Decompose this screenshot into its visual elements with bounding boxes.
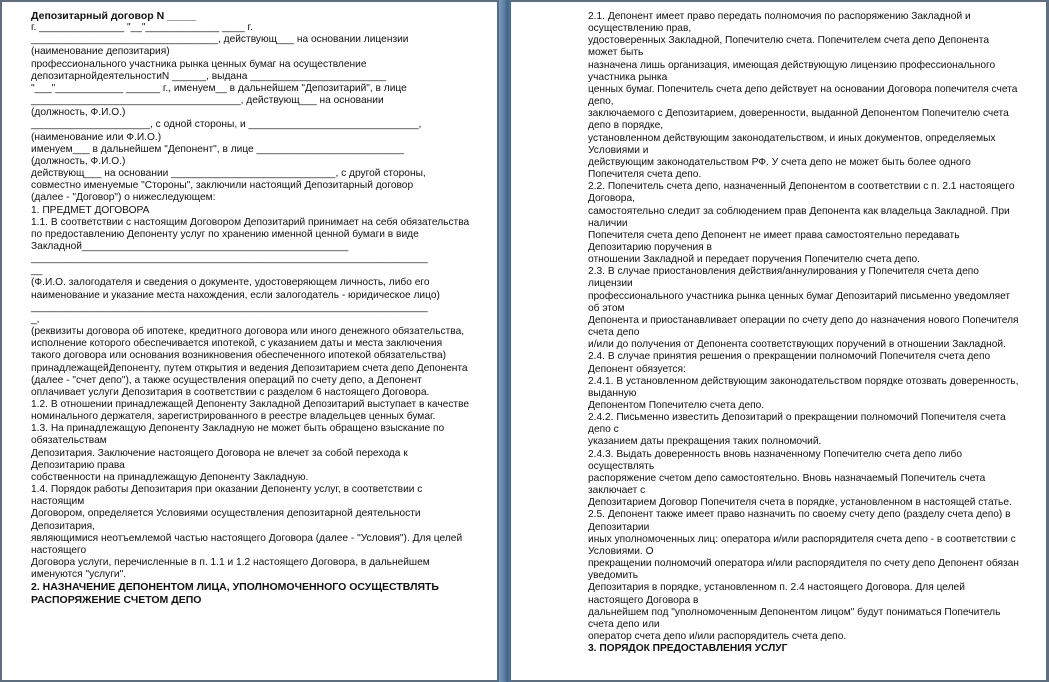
paragraph: отношении Закладной и передает поручения Попечителю счета депо. <box>588 254 920 266</box>
paragraph: Договора услуги, перечисленные в п. 1.1 и 1.2 настоящего Договора, в дальнейшем именуются "услуги". <box>31 557 430 581</box>
paragraph: 2.4.1. В установленном действующим законодательством порядке отозвать доверенность, выданную <box>588 375 1019 399</box>
paragraph: ______________________________________________________________________ <box>31 301 428 313</box>
paragraph: 2.4. В случае принятия решения о прекращении полномочий Попечителя счета депо Депонент обязуется: <box>588 351 991 375</box>
paragraph: 1.2. В отношении принадлежащей Депоненту Закладной Депозитарий выступает в качестве <box>31 399 470 410</box>
paragraph: удостоверенных Закладной, Попечителю счета. Попечителем счета депо Депонента может быть <box>588 35 989 59</box>
paragraph: являющимися неотъемлемой частью настоящего Договора (далее - "Условия"). Для целей настоящего <box>31 532 463 556</box>
paragraph: совместно именуемые "Стороны", заключили настоящий Депозитарный договор <box>31 180 414 192</box>
paragraph: (наименование или Ф.И.О.) <box>31 131 162 143</box>
paragraph: Депозитарием Договор Попечителя счета в порядке, установленном в настоящей статье. <box>588 497 1012 509</box>
paragraph: ценных бумаг. Попечитель счета депо действует на основании Договора попечителя счета депо, <box>588 83 1018 108</box>
paragraph: 1.3. На принадлежащую Депоненту Закладную не может быть обращено взыскание по обязательствам <box>31 423 445 447</box>
paragraph: 3. ПОРЯДОК ПРЕДОСТАВЛЕНИЯ УСЛУГ <box>588 643 788 655</box>
paragraph: Депонента и приостанавливает операции по счету депо до назначения нового Попечителя счета депо <box>588 314 1019 339</box>
paragraph: 1. ПРЕДМЕТ ДОГОВОРА <box>31 204 150 216</box>
paragraph: __ <box>31 265 43 277</box>
paragraph: Попечителя счета депо Депонент не имеет права самостоятельно передавать Депозитарию поручения в <box>588 229 960 253</box>
paragraph: действующ___ на основании _____________________________, с другой стороны, <box>31 168 426 180</box>
page-divider <box>497 0 511 682</box>
paragraph: установленном действующим законодательством, и иных документов, определяемых Условиями и <box>588 132 996 156</box>
paragraph: _____________________, с одной стороны, и ______________________________, <box>31 119 422 131</box>
paragraph: _, <box>31 313 40 325</box>
paragraph: депозитарнойдеятельностиN ______, выдана ________________________ <box>31 70 387 82</box>
paragraph: самостоятельно следит за соблюдением прав Депонента как владельца Закладной. При наличии <box>588 205 1010 229</box>
paragraph: оператор счета депо и/или распорядитель счета депо. <box>588 630 847 642</box>
left-page <box>2 2 497 680</box>
paragraph: указанием даты прекращения таких полномочий. <box>588 436 822 448</box>
paragraph: 2.4.3. Выдать доверенность вновь назначенному Попечителю счета депо либо осуществлять <box>588 448 962 472</box>
paragraph: назначена лишь организация, имеющая действующую лицензию профессионального участника рынка <box>588 59 996 83</box>
paragraph: ______________________________________________________________________ <box>31 253 428 265</box>
paragraph: иных уполномоченных лиц: оператора и/или распорядителя счета депо - в соответствии с Условиями. О <box>588 533 1016 557</box>
paragraph: (далее - "Договор") о нижеследующем: <box>31 192 216 204</box>
paragraph: (Ф.И.О. залогодателя и сведения о документе, удостоверяющем личность, либо его наименование и указание места нахождения, если залогодатель - юридическое лицо) <box>31 277 440 301</box>
paragraph: и/или до получения от Депонента соответствующих поручений в отношении Закладной. <box>588 339 1006 351</box>
paragraph: прекращении полномочий оператора и/или распорядителя по счету депо Депонент обязан уведомить <box>588 558 1019 582</box>
paragraph: собственности на принадлежащую Депоненту Закладную. <box>31 471 309 483</box>
paragraph: "___"____________ ______ г., именуем__ в дальнейшем "Депозитарий", в лице <box>31 82 407 94</box>
paragraph: Депозитария в порядке, установленном п. 2.4 настоящего Договора. Для целей настоящего Договора в <box>588 582 965 606</box>
paragraph: (реквизиты договора об ипотеке, кредитного договора или иного денежного обязательства, исполнение которого обеспечивается ипотекой, с указанием даты и места заключения такого договора или основания возникновения обеспеченного ипотекой обязательства) <box>31 326 465 362</box>
paragraph: Депозитария. Заключение настоящего Договора не влечет за собой перехода к Депозитарию права <box>31 447 408 471</box>
paragraph: 2. НАЗНАЧЕНИЕ ДЕПОНЕНТОМ ЛИЦА, УПОЛНОМОЧЕННОГО ОСУЩЕСТВЛЯТЬ РАСПОРЯЖЕНИЕ СЧЕТОМ ДЕПО <box>31 581 439 606</box>
paragraph: профессионального участника рынка ценных бумаг Депозитарий письменно уведомляет об этом <box>588 290 1011 314</box>
paragraph: 2.2. Попечитель счета депо, назначенный Депонентом в соответствии с п. 2.1 настоящего Договора, <box>588 181 1015 205</box>
paragraph: Договором, определяется Условиями осуществления депозитарной деятельности Депозитария, <box>31 508 421 532</box>
paragraph: Депонентом Попечителю счета депо. <box>588 400 765 411</box>
paragraph: дальнейшем под "уполномоченным Депонентом лицом" будут пониматься Попечитель счета депо или <box>588 606 1001 630</box>
paragraph: заключаемого с Депозитарием, доверенности, выданной Депонентом Попечителю счета депо в порядке, <box>588 108 1009 132</box>
paragraph: действующим законодательством РФ. У счета депо не может быть более одного Попечителя счета депо. <box>588 156 971 181</box>
paragraph: 2.1. Депонент имеет право передать полномочия по распоряжению Закладной и осуществлению прав, <box>588 11 971 35</box>
paragraph: распоряжение счетом депо самостоятельно. Вновь назначаемый Попечитель счета заключает с <box>588 472 986 497</box>
paragraph: 2.3. В случае приостановления действия/аннулирования у Попечителя счета депо лицензии <box>588 266 979 290</box>
paragraph: принадлежащейДепоненту, путем открытия и ведения Депозитарием счета депо Депонента (далее - "счет депо"), а также осуществления операций по счету депо, а Депонент оплачивает услуги Депозитария в соответствии с разделом 6 настоящего Договора. <box>31 362 468 398</box>
paragraph: 2.4.2. Письменно известить Депозитарий о прекращении полномочий Попечителя счета депо с <box>588 412 1006 436</box>
paragraph: (должность, Ф.И.О.) <box>31 107 126 119</box>
paragraph: _________________________________, действующ___ на основании лицензии <box>31 34 409 46</box>
paragraph: 1.4. Порядок работы Депозитария при оказании Депоненту услуг, в соответствии с настоящим <box>31 484 423 508</box>
paragraph: именуем___ в дальнейшем "Депонент", в лице __________________________ <box>31 143 404 155</box>
paragraph: 2.5. Депонент также имеет право назначить по своему счету депо (разделу счета депо) в Депозитарии <box>588 509 1011 533</box>
paragraph: г. _______________ "__"_____________ ____ г. <box>31 22 253 34</box>
paragraph: (наименование депозитария) <box>31 46 170 58</box>
paragraph: (должность, Ф.И.О.) <box>31 155 126 167</box>
paragraph: 1.1. В соответствии с настоящим Договором Депозитарий принимает на себя обязательства по предоставлению Депоненту услуг по хранению именной ценной бумаги в виде Закладной_______________________________________________ <box>31 216 470 252</box>
right-page <box>511 2 1046 680</box>
paragraph: профессионального участника рынка ценных бумаг на осуществление <box>31 58 367 70</box>
paragraph: _____________________________________, действующ___ на основании <box>31 95 384 107</box>
paragraph: номинального держателя, зарегистрированного в реестре владельцев ценных бумаг. <box>31 411 436 423</box>
paragraph: Депозитарный договор N _____ <box>31 10 197 22</box>
